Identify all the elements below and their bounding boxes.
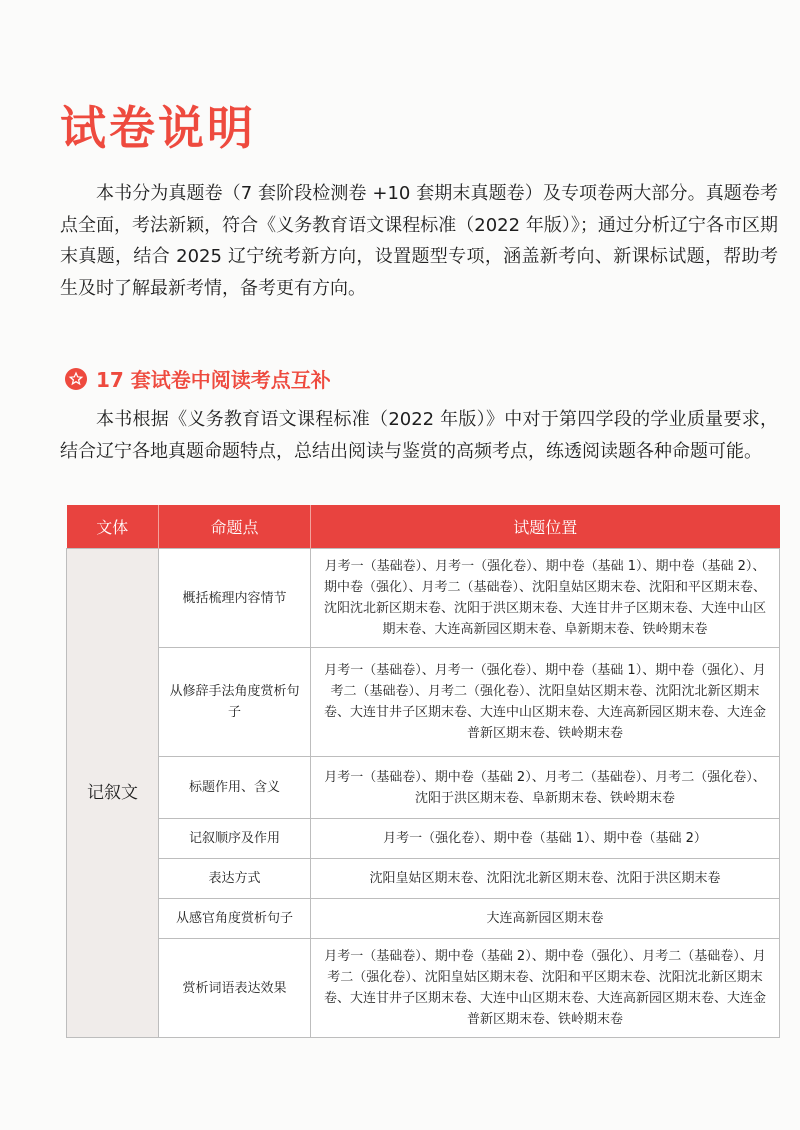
table-row (67, 859, 780, 899)
header-location: 试题位置 (311, 505, 780, 549)
location-cell: 月考一（基础卷）、期中卷（基础 2）、月考二（基础卷）、月考二（强化卷）、沈阳于洪区期末卷、阜新期末卷、铁岭期末卷 (311, 757, 780, 819)
table-row (67, 819, 780, 859)
point-cell: 标题作用、含义 (159, 757, 311, 819)
location-cell: 沈阳皇姑区期末卷、沈阳沈北新区期末卷、沈阳于洪区期末卷 (311, 859, 780, 899)
star-icon (64, 367, 88, 391)
point-cell: 概括梳理内容情节 (159, 549, 311, 648)
point-cell: 从修辞手法角度赏析句子 (159, 648, 311, 757)
point-cell: 记叙顺序及作用 (159, 819, 311, 859)
section-heading (64, 364, 331, 393)
exam-points-table (66, 505, 780, 1038)
point-cell: 从感官角度赏析句子 (159, 899, 311, 939)
table-row (67, 939, 780, 1038)
location-cell: 大连高新园区期末卷 (311, 899, 780, 939)
point-cell: 赏析词语表达效果 (159, 939, 311, 1038)
table-row (67, 899, 780, 939)
table-row (67, 549, 780, 648)
genre-cell: 记叙文 (67, 549, 159, 1038)
intro-paragraph: 本书分为真题卷（7 套阶段检测卷 +10 套期末真题卷）及专项卷两大部分。真题卷考点全面，考法新颖，符合《义务教育语文课程标准（2022 年版）》；通过分析辽宁各市区期末真题，结合 2025 辽宁统考新方向，设置题型专项，涵盖新考向、新课标试题，帮助考生及时了解最新考情，备考更有方向。 (60, 183, 778, 299)
table-row (67, 648, 780, 757)
header-point: 命题点 (159, 505, 311, 549)
page-title: 试卷说明 (60, 101, 256, 155)
location-cell: 月考一（强化卷）、期中卷（基础 1）、期中卷（基础 2） (311, 819, 780, 859)
table-header-row (67, 505, 780, 549)
location-cell: 月考一（基础卷）、月考一（强化卷）、期中卷（基础 1）、期中卷（强化）、月考二（基础卷）、月考二（强化卷）、沈阳皇姑区期末卷、沈阳沈北新区期末卷、大连甘井子区期末卷、大连中山区期末卷、大连高新园区期末卷、大连金普新区期末卷、铁岭期末卷 (311, 648, 780, 757)
header-genre: 文体 (67, 505, 159, 549)
point-cell: 表达方式 (159, 859, 311, 899)
section-paragraph: 本书根据《义务教育语文课程标准（2022 年版）》中对于第四学段的学业质量要求，结合辽宁各地真题命题特点，总结出阅读与鉴赏的高频考点，练透阅读题各种命题可能。 (60, 409, 778, 462)
section-title: 17 套试卷中阅读考点互补 (96, 368, 331, 392)
table-row (67, 757, 780, 819)
location-cell: 月考一（基础卷）、月考一（强化卷）、期中卷（基础 1）、期中卷（基础 2）、期中卷（强化）、月考二（基础卷）、沈阳皇姑区期末卷、沈阳和平区期末卷、沈阳沈北新区期末卷、沈阳于洪区期末卷、大连甘井子区期末卷、大连中山区期末卷、大连高新园区期末卷、阜新期末卷、铁岭期末卷 (311, 549, 780, 648)
location-cell: 月考一（基础卷）、期中卷（基础 2）、期中卷（强化）、月考二（基础卷）、月考二（强化卷）、沈阳皇姑区期末卷、沈阳和平区期末卷、沈阳沈北新区期末卷、大连甘井子区期末卷、大连中山区期末卷、大连高新园区期末卷、大连金普新区期末卷、铁岭期末卷 (311, 939, 780, 1038)
